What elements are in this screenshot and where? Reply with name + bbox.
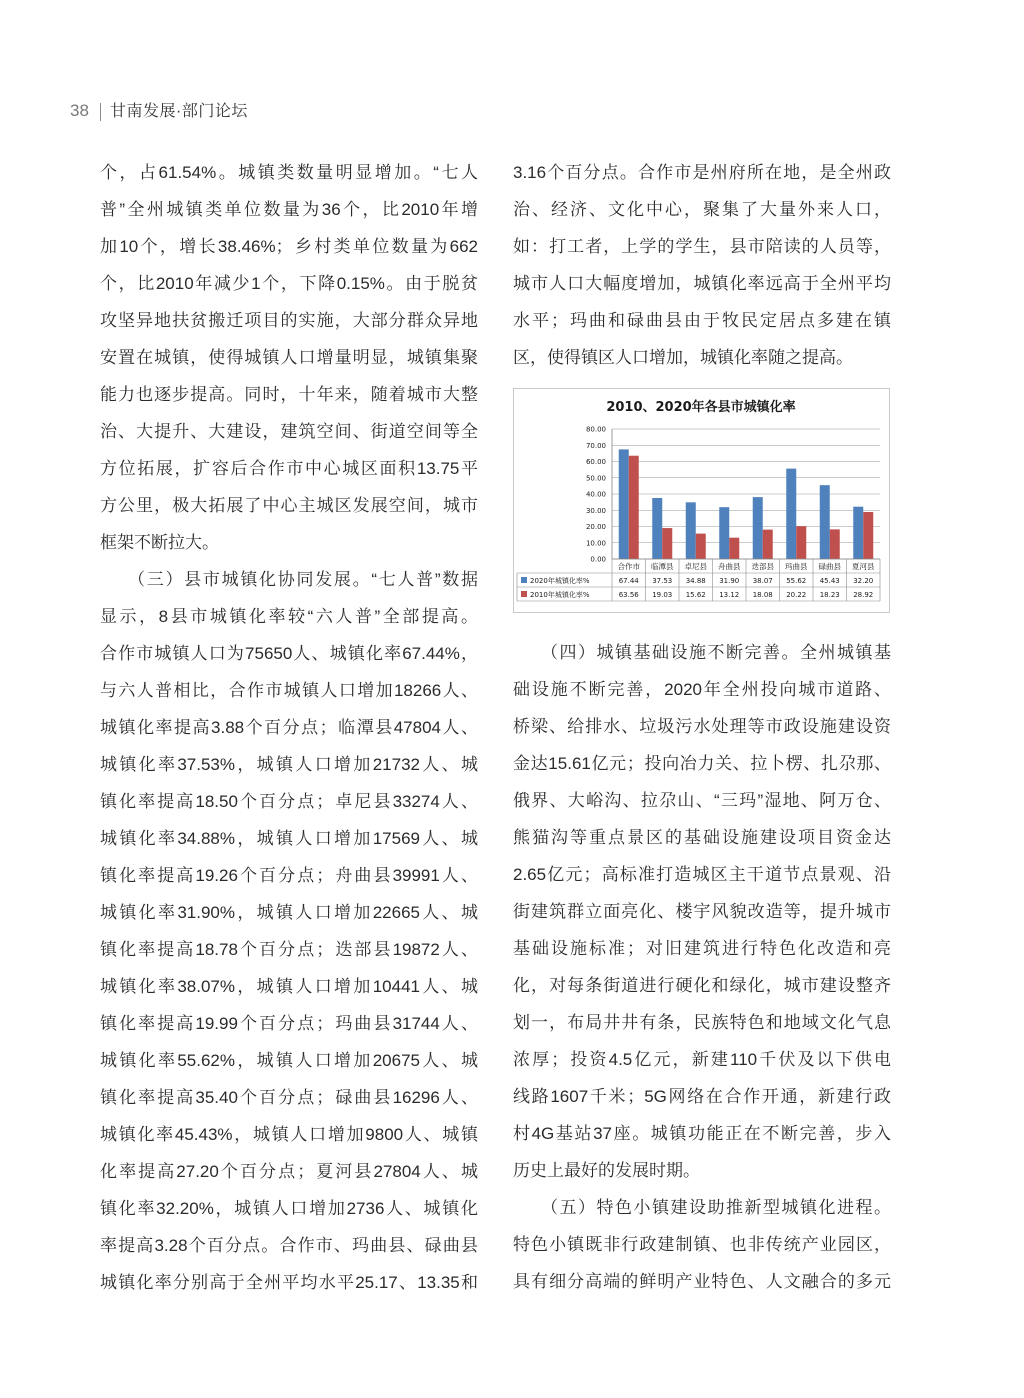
bar-series-2-category-2: [662, 528, 672, 559]
data-table-value: 31.90: [719, 577, 740, 585]
data-table-value: 19.03: [652, 591, 673, 599]
body-text-line: 3.16个百分点。合作市是州府所在地，是全州政: [513, 163, 891, 182]
data-table-value: 15.62: [685, 591, 706, 599]
y-tick-label: 20.00: [585, 523, 606, 531]
data-table-value: 18.23: [819, 591, 840, 599]
data-table-value: 32.20: [853, 577, 874, 585]
category-label: 迭部县: [751, 562, 774, 571]
body-text-line: 镇化率提高18.78个百分点；迭部县19872人、: [100, 940, 478, 959]
legend-swatch: [521, 577, 527, 583]
legend-label: 2020年城镇化率%: [530, 577, 590, 585]
bar-series-1-category-2: [652, 498, 662, 559]
body-text-line: 方公里，极大拓展了中心主城区发展空间，城市: [100, 496, 478, 515]
body-text-line: 2.65亿元；高标准打造城区主干道节点景观、沿: [513, 865, 891, 884]
body-text-line: 街建筑群立面亮化、楼宇风貌改造等，提升城市: [513, 902, 891, 921]
bar-series-1-category-5: [753, 497, 763, 559]
body-text-line: 城市人口大幅度增加，城镇化率远高于全州平均: [513, 274, 891, 293]
body-text-line: 城镇化率31.90%，城镇人口增加22665人、城: [100, 903, 478, 922]
body-text-line: 城镇化率55.62%，城镇人口增加20675人、城: [100, 1051, 478, 1070]
body-text-line: 加10个，增长38.46%；乡村类单位数量为662: [100, 237, 478, 256]
y-tick-label: 80.00: [585, 425, 606, 434]
body-text-line: 化，对每条街道进行硬化和绿化，城市建设整齐: [513, 976, 891, 995]
data-table-value: 45.43: [819, 577, 840, 585]
right-column-bottom: [513, 634, 891, 1300]
data-table-value: 67.44: [618, 577, 639, 585]
section-heading-line: （五）特色小镇建设助推新型城镇化进程。: [541, 1198, 891, 1217]
body-text-line: 城镇化率45.43%，城镇人口增加9800人、城镇: [100, 1125, 478, 1144]
y-tick-label: 30.00: [585, 506, 606, 515]
data-table-value: 55.62: [786, 577, 807, 585]
data-table-value: 37.53: [652, 577, 673, 585]
bar-series-2-category-7: [830, 529, 840, 559]
body-text-line: 区，使得镇区人口增加，城镇化率随之提高。: [513, 348, 853, 367]
body-text-line: 普”全州城镇类单位数量为36个，比2010年增: [100, 200, 478, 219]
body-text-line: 与六人普相比，合作市城镇人口增加18266人、: [100, 681, 478, 700]
y-tick-label: 60.00: [585, 458, 606, 466]
bar-series-1-category-1: [619, 449, 629, 559]
bar-series-2-category-3: [696, 534, 706, 559]
category-label: 碌曲县: [818, 562, 841, 571]
body-text-line: 合作市城镇人口为75650人、城镇化率67.44%，: [100, 644, 478, 663]
body-text-line: 俄界、大峪沟、拉尕山、“三玛”湿地、阿万仓、: [513, 791, 891, 810]
left-column: [100, 154, 478, 1301]
page-number: 38: [70, 101, 89, 120]
body-text-line: 基础设施标准；对旧建筑进行特色化改造和亮: [513, 939, 891, 958]
category-label: 玛曲县: [785, 562, 808, 571]
body-text-line: 如：打工者，上学的学生，县市陪读的人员等，: [513, 237, 891, 256]
body-text-line: 熊猫沟等重点景区的基础设施建设项目资金达: [513, 828, 891, 847]
data-table-value: 34.88: [685, 577, 706, 585]
body-text-line: 攻坚异地扶贫搬迁项目的实施，大部分群众异地: [100, 311, 478, 330]
category-label: 舟曲县: [718, 562, 741, 571]
body-text-line: 划一，布局井井有条，民族特色和地域文化气息: [513, 1013, 891, 1032]
body-text-line: 历史上最好的发展时期。: [513, 1161, 700, 1180]
category-label: 卓尼县: [684, 562, 707, 571]
y-tick-label: 70.00: [585, 441, 606, 450]
body-text-line: 础设施不断完善，2020年全州投向城市道路、: [513, 680, 891, 699]
category-label: 夏河县: [852, 562, 875, 571]
data-table-value: 38.07: [752, 577, 773, 585]
body-text-line: 率提高3.28个百分点。合作市、玛曲县、碌曲县: [100, 1236, 478, 1255]
body-text-line: 框架不断拉大。: [100, 533, 219, 552]
body-text-line: 治、经济、文化中心，聚集了大量外来人口，: [513, 200, 891, 219]
header-divider: [100, 103, 101, 121]
right-column-top: [513, 154, 891, 376]
body-text-line: 城镇化率38.07%，城镇人口增加10441人、城: [100, 977, 478, 996]
body-text-line: 镇化率32.20%，城镇人口增加2736人、城镇化: [100, 1199, 478, 1218]
body-text-line: 城镇化率分别高于全州平均水平25.17、13.35和: [100, 1273, 478, 1292]
data-table-value: 18.08: [752, 591, 773, 599]
section-title: 甘南发展·部门论坛: [110, 103, 248, 120]
bar-series-2-category-5: [763, 530, 773, 559]
y-tick-label: 10.00: [585, 539, 606, 548]
bar-series-1-category-6: [786, 469, 796, 559]
body-text-line: 方位拓展，扩容后合作市中心城区面积13.75平: [100, 459, 478, 478]
bar-chart: [513, 388, 890, 613]
legend-swatch: [521, 591, 527, 597]
body-text-line: 治、大提升、大建设，建筑空间、街道空间等全: [100, 422, 478, 441]
bar-series-2-category-8: [863, 512, 873, 559]
body-text-line: 镇化率提高18.50个百分点；卓尼县33274人、: [100, 792, 478, 811]
body-text-line: 镇化率提高35.40个百分点；碌曲县16296人、: [100, 1088, 478, 1107]
body-text-line: 城镇化率37.53%，城镇人口增加21732人、城: [100, 755, 478, 774]
category-label: 合作市: [617, 562, 640, 571]
bar-series-1-category-4: [719, 507, 729, 559]
body-text-line: 特色小镇既非行政建制镇、也非传统产业园区，: [513, 1235, 891, 1254]
bar-series-2-category-1: [629, 456, 639, 559]
chart-title: 2010、2020年各县市城镇化率: [606, 400, 796, 415]
data-table-value: 20.22: [786, 591, 807, 599]
page-header: [0, 0, 1024, 140]
category-label: 临潭县: [651, 562, 674, 571]
bar-series-1-category-8: [853, 507, 863, 559]
data-table-value: 28.92: [853, 591, 874, 599]
bar-series-1-category-3: [686, 502, 696, 559]
body-text-line: 金达15.61亿元；投向冶力关、拉卜楞、扎尕那、: [513, 754, 891, 773]
legend-label: 2010年城镇化率%: [530, 591, 590, 599]
bar-series-2-category-6: [796, 526, 806, 559]
body-text-line: 能力也逐步提高。同时，十年来，随着城市大整: [100, 385, 478, 404]
body-text-line: 水平；玛曲和碌曲县由于牧民定居点多建在镇: [513, 311, 891, 330]
section-heading-line: （四）城镇基础设施不断完善。全州城镇基: [541, 643, 891, 662]
section-heading-line: （三）县市城镇化协同发展。“七人普”数据: [128, 570, 478, 589]
y-tick-label: 50.00: [585, 474, 606, 483]
bar-series-2-category-4: [729, 538, 739, 559]
body-text-line: 镇化率提高19.26个百分点；舟曲县39991人、: [100, 866, 478, 885]
body-text-line: 村4G基站37座。城镇功能正在不断完善，步入: [513, 1124, 891, 1143]
body-text-line: 个，比2010年减少1个，下降0.15%。由于脱贫: [100, 274, 478, 293]
body-text-line: 镇化率提高19.99个百分点；玛曲县31744人、: [100, 1014, 478, 1033]
body-text-line: 具有细分高端的鲜明产业特色、人文融合的多元: [513, 1272, 891, 1291]
urbanization-rate-chart: [513, 388, 890, 613]
data-table-value: 63.56: [618, 591, 639, 599]
data-table-value: 13.12: [719, 591, 740, 599]
body-text-line: 线路1607千米；5G网络在合作开通，新建行政: [513, 1087, 891, 1106]
body-text-line: 化率提高27.20个百分点；夏河县27804人、城: [100, 1162, 478, 1181]
y-tick-label: 40.00: [585, 490, 606, 499]
bar-series-1-category-7: [820, 485, 830, 559]
body-text-line: 安置在城镇，使得城镇人口增量明显，城镇集聚: [100, 348, 478, 367]
body-text-line: 显示，8县市城镇化率较“六人普”全部提高。: [100, 607, 478, 626]
y-tick-label: 0.00: [590, 555, 606, 564]
body-text-line: 桥梁、给排水、垃圾污水处理等市政设施建设资: [513, 717, 891, 736]
body-text-line: 个，占61.54%。城镇类数量明显增加。“七人: [100, 163, 478, 182]
body-text-line: 城镇化率提高3.88个百分点；临潭县47804人、: [100, 718, 478, 737]
body-text-line: 浓厚；投资4.5亿元，新建110千伏及以下供电: [513, 1050, 891, 1069]
body-text-line: 城镇化率34.88%，城镇人口增加17569人、城: [100, 829, 478, 848]
